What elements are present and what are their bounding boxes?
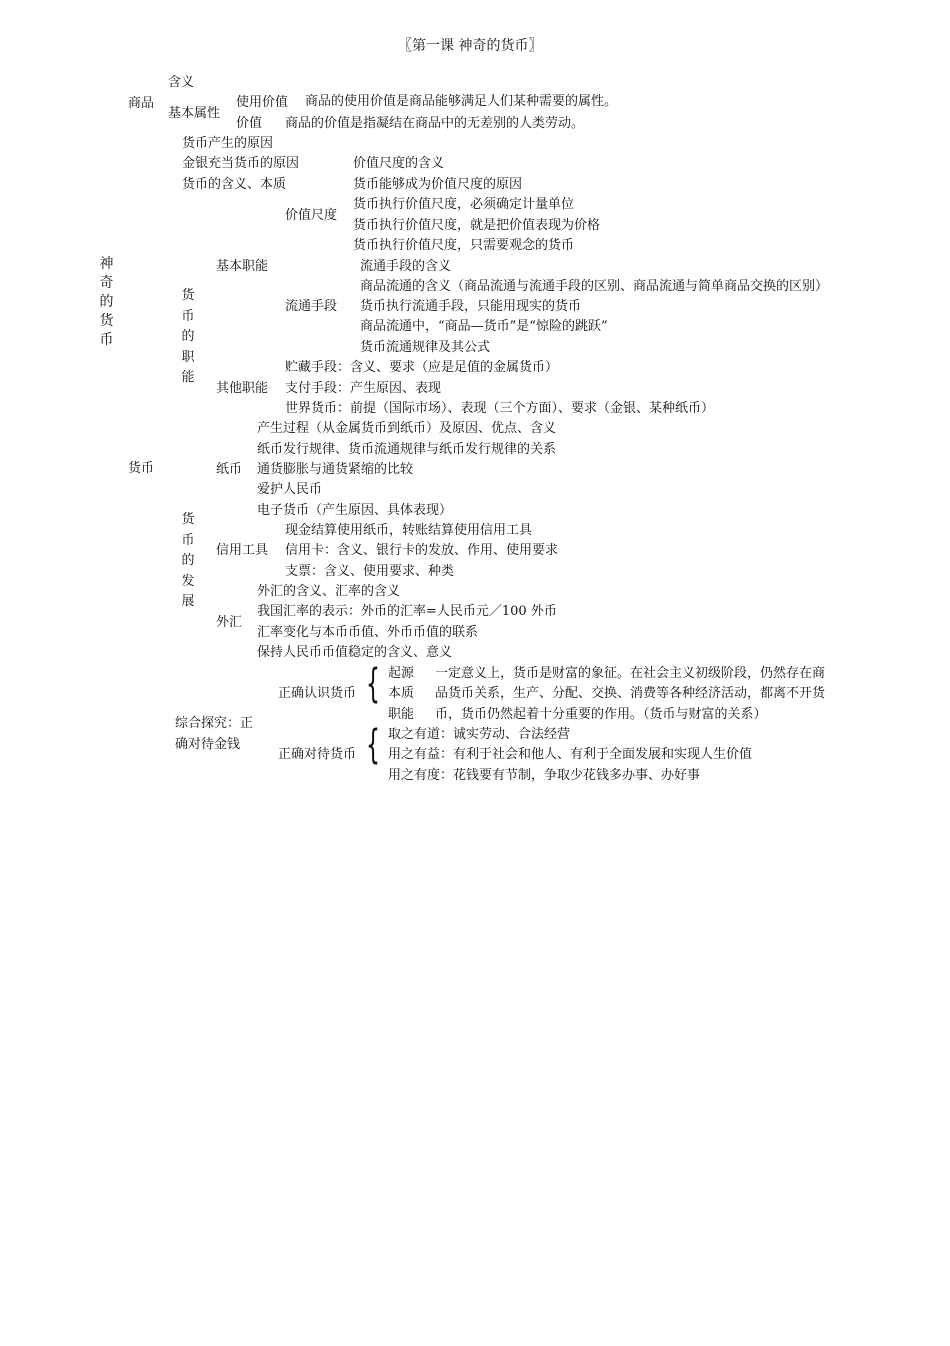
treat-item: 用之有益：有利于社会和他人、有利于全面发展和实现人生价值 (388, 747, 753, 762)
paper-money-item: 爱护人民币 (257, 482, 323, 497)
other-functions-label: 其他职能 (216, 381, 269, 396)
forex-item: 我国汇率的表示：外币的汇率=人民币元／100 外币 (257, 604, 557, 619)
recognize-text-line: 一定意义上，货币是财富的象征。在社会主义初级阶段，仍然存在商 (435, 666, 826, 681)
measure-item: 货币执行价值尺度，只需要观念的货币 (353, 238, 575, 253)
recognize-text-line: 品货币关系，生产、分配、交换、消费等各种经济活动，都离不开货 (435, 686, 826, 701)
development-label: 货币的发展 (181, 512, 195, 609)
circulation-label: 流通手段 (285, 299, 338, 314)
recognize-key: 本质 (388, 686, 415, 701)
commodity-meaning: 含义 (168, 75, 195, 90)
measure-item: 价值尺度的含义 (353, 156, 445, 171)
measure-item: 货币执行价值尺度，就是把价值表现为价格 (353, 218, 601, 233)
paper-money-item: 电子货币（产生原因、具体表现） (257, 503, 453, 518)
paper-money-item: 纸币发行规律、货币流通规律与纸币发行规律的关系 (257, 442, 557, 457)
forex-item: 汇率变化与本币币值、外币币值的联系 (257, 625, 479, 640)
commodity-label: 商品 (128, 96, 155, 111)
use-value-label: 使用价值 (236, 95, 289, 110)
other-function-item: 世界货币：前提（国际市场）、表现（三个方面）、要求（金银、某种纸币） (285, 401, 715, 416)
credit-tools-item: 现金结算使用纸币，转账结算使用信用工具 (285, 523, 533, 538)
paper-money-label: 纸币 (216, 462, 243, 477)
credit-tools-item: 信用卡：含义、银行卡的发放、作用、使用要求 (285, 543, 559, 558)
treat-item: 取之有道：诚实劳动、合法经营 (388, 727, 571, 742)
credit-tools-item: 支票：含义、使用要求、种类 (285, 564, 455, 579)
recognize-key: 起源 (388, 666, 415, 681)
money-gold-silver: 金银充当货币的原因 (182, 156, 300, 171)
circulation-item: 商品流通中，“商品—货币”是“惊险的跳跃” (360, 319, 608, 334)
paper-money-item: 通货膨胀与通货紧缩的比较 (257, 462, 414, 477)
value-label: 价值 (236, 116, 263, 131)
treat-money-label: 正确对待货币 (278, 747, 357, 762)
page-title: 〖第一课 神奇的货币〗 (398, 38, 543, 54)
other-function-item: 支付手段：产生原因、表现 (285, 381, 442, 396)
basic-functions-label: 基本职能 (216, 259, 269, 274)
forex-item: 保持人民币币值稳定的含义、意义 (257, 645, 453, 660)
functions-label: 货币的职能 (181, 288, 195, 385)
circulation-item: 货币执行流通手段，只能用现实的货币 (360, 299, 582, 314)
left-brace-icon: { (366, 722, 380, 768)
money-essence: 货币的含义、本质 (182, 177, 287, 192)
recognize-text-line: 币，货币仍然起着十分重要的作用。（货币与财富的关系） (435, 707, 767, 722)
circulation-item: 货币流通规律及其公式 (360, 340, 491, 355)
root-label: 神奇的货币 (99, 256, 114, 348)
left-brace-icon: { (366, 661, 380, 707)
paper-money-item: 产生过程（从金属货币到纸币）及原因、优点、含义 (257, 421, 557, 436)
forex-item: 外汇的含义、汇率的含义 (257, 584, 401, 599)
money-origin: 货币产生的原因 (182, 136, 274, 151)
synthesis-label-line1: 综合探究：正 (175, 716, 254, 731)
circulation-item: 流通手段的含义 (360, 259, 452, 274)
synthesis-label-line2: 确对待金钱 (175, 737, 241, 752)
forex-label: 外汇 (216, 615, 243, 630)
recognize-key: 职能 (388, 707, 415, 722)
value-measure-label: 价值尺度 (285, 208, 338, 223)
measure-item: 货币执行价值尺度，必须确定计量单位 (353, 197, 575, 212)
measure-item: 货币能够成为价值尺度的原因 (353, 177, 523, 192)
commodity-basic-attr: 基本属性 (168, 106, 221, 121)
use-value-definition: 商品的使用价值是商品能够满足人们某种需要的属性。 (305, 94, 618, 109)
recognize-money-label: 正确认识货币 (278, 686, 357, 701)
treat-item: 用之有度：花钱要有节制，争取少花钱多办事、办好事 (388, 768, 701, 783)
circulation-item: 商品流通的含义（商品流通与流通手段的区别、商品流通与简单商品交换的区别） (360, 279, 829, 294)
other-function-item: 贮藏手段：含义、要求（应是足值的金属货币） (285, 360, 559, 375)
value-definition: 商品的价值是指凝结在商品中的无差别的人类劳动。 (285, 116, 585, 131)
money-label: 货币 (128, 461, 155, 476)
credit-tools-label: 信用工具 (216, 543, 269, 558)
